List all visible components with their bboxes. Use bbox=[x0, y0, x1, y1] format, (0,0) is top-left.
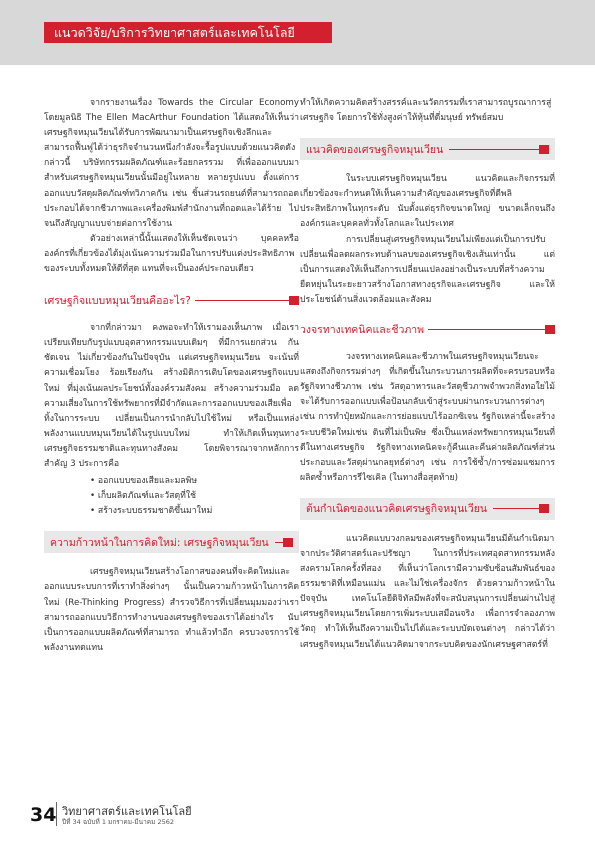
intro-paragraph-2: ตัวอย่างเหล่านี้นั้นแสดงให้เห็นชัดเจนว่า บุคคลหรือองค์กรที่เกี่ยวข้องได้มุ่งเน้นความร่วมมือในการปรับแต่งประสิทธิภาพของระบบทั้งหมดให้ดีที่สุด แทนที่จะเป็นองค์ประกอบเดียว bbox=[44, 233, 299, 275]
section-header-tab bbox=[44, 22, 332, 43]
section-rule bbox=[275, 542, 293, 543]
section-heading-origins bbox=[300, 498, 555, 520]
right-column bbox=[300, 96, 555, 653]
cycles-paragraph: วงจรทางเทคนิคและชีวภาพในเศรษฐกิจหมุนเวียนจะแสดงถึงกิจกรรมต่างๆ ที่เกิดขึ้นในกระบวนการผลิตที่จะครบรอบหรือรัฐกิจทางชีวภาพ เช่น วัสดุอาหารและวัสดุชีวภาพจำพวกสิ่งทอใยไม้ จะได้รับการออกแบบเพื่อป้อนกลับเข้าสู่ระบบผ่านกระบวนการต่างๆ เช่น การทำปุ๋ยหมักและการย่อยแบบไร้ออกซิเจน รัฐกิจเหล่านี้จะสร้างระบบชีวิตใหม่เช่น ดินที่ไม่เป็นพิษ ซึ่งเป็นแหล่งทรัพยากรหมุนเวียนที่ดีในทางเศรษฐกิจ รัฐกิจทางเทคนิคจะกู้คืนและคืนค่าผลิตภัณฑ์ส่วนประกอบและวัสดุผ่านกลยุทธ์ต่างๆ เช่น การใช้ซ้ำ/การซ่อมแซมการผลิตซ้ำหรือการรีไซเคิล (ในทางสื่อสุดท้าย) bbox=[300, 352, 555, 483]
list-item: • เก็บผลิตภัณฑ์และวัสดุที่ใช้ bbox=[44, 489, 299, 504]
list-item: • ออกแบบของเสียและมลพิษ bbox=[44, 474, 299, 489]
intro-paragraph-1: จากรายงานเรื่อง Towards the Circular Economy โดยมูลนิธิ The Ellen MacArthur Foundation ได้แสดงให้เห็นว่าเศรษฐกิจหมุนเวียนได้รับการพัฒนามาเป็นเศรษฐกิจเชิงลึกและสามารถฟื้นฟูได้ว่าธุรกิจจำนวนหนึ่งกำลังจะรื้อรูปแบบด้วยแนวคิดดังกล่าวนี้ บริษัทกรรมผลิตภัณฑ์และร้อยกลรรวม ที่เพื่อออกแบบมาสำหรับเศรษฐกิจหมุนเวียนนั้นมีอยู่ในหลาย หลายรูปแบบ ตั้งแต่การออกแบบวัสดุผลิตภัณฑ์ทวิภาคกัน เช่น ชิ้นส่วนรถยนต์ที่สามารถถอดประกอบได้จากชีวภาพและเครื่องพิมพ์สำนักงานที่ถอดและได้ร้าย ไปจนถึงสัญญาแบบจ่ายต่อการใช้งาน bbox=[44, 98, 299, 229]
rethinking-paragraph: เศรษฐกิจหมุนเวียนสร้างโอกาสของคนที่จะคิดใหม่และออกแบบระบบการที่เราทำสิ่งต่างๆ นั้นเป็นความก้าวหน้าในการคิดใหม่ (Re-Thinking Progress) สำรวจวิธีการที่เปลี่ยนมุมมองว่าเราสามารถออกแบบวิธีการทำงานของเศรษฐกิจของเราได้อย่างไร นับเป็นการออกแบบผลิตภัณฑ์ที่สามารถ ทำแล้วทำอีก ครบวงจรการใช้พลังงานทดแทน bbox=[44, 567, 299, 653]
magazine-title: วิทยาศาสตร์และเทคโนโลยี bbox=[62, 805, 192, 818]
issue-info: ปีที่ 34 ฉบับที่ 1 มกราคม-มีนาคม 2562 bbox=[62, 818, 175, 826]
continued-paragraph: ทำให้เกิดความคิดสร้างสรรค์และนวัตกรรมที่เราสามารถบูรณาการสู่เศรษฐกิจ โดยการใช้ทั่งสูงค่าให้หุ้นที่ดี่มนุษย์ ทรัพย์สมบ bbox=[300, 98, 552, 124]
list-item: • สร้างระบบธรรมชาติขึ้นมาใหม่ bbox=[44, 504, 299, 519]
section-title: วงจรทางเทคนิคและชีวภาพ bbox=[300, 323, 425, 336]
left-column bbox=[44, 96, 299, 656]
principles-list bbox=[44, 474, 299, 519]
section-title: ความก้าวหน้าในการคิดใหม่: เศรษฐกิจหมุนเวียน bbox=[50, 536, 269, 549]
section-rule bbox=[449, 149, 549, 150]
origins-paragraph: แนวคิดแบบวงกลมของเศรษฐกิจหมุนเวียนมีต้นกำเนิดมาจากประวัติศาสตร์และปรัชญา ในการที่ประเทศอุตสาหกรรมหลังสงครามโลกครั้งที่สอง ที่เห็นว่าโลกเรามีความซับซ้อนสัมพันธ์ของธรรมชาติที่เหมือนแม่น และไม่ใช่เครื่องจักร ด้วยความก้าวหน้าในปัจจุบัน เทคโนโลยีดิจิทัลมีพลังที่จะสนับสนุนการเปลี่ยนผ่านไปสู่เศรษฐกิจหมุนเวียนโดยการเพิ่มระบบเสมือนจริง เพื่อการจำลองภาพวัตถุ ทำให้เห็นถึงความเป็นไปได้และระบบบัดเจนต่างๆ กล่าวได้ว่า เศรษฐกิจหมุนเวียนได้แนวคิดมาจากระบบคิดของนักเศรษฐศาสตร์ที่ bbox=[300, 533, 555, 650]
footer-divider bbox=[56, 802, 57, 826]
section-rule bbox=[428, 329, 555, 330]
what-is-paragraph: จากที่กล่าวมา คงพอจะทำให้เรามองเห็นภาพ เมื่อเราเปรียบเทียบกับรูปแบบอุตสาหกรรมแบบเดิมๆ ที่มีการแยกส่วน กันชัดเจน ไม่เกี่ยวข้องกันในปัจจุบัน แต่เศรษฐกิจหมุนเวียน จะเน้นที่ความเชื่อมโยง ร้อยเรียงกัน สร้างมิติการเติบโตของเศรษฐกิจแบบใหม่ ที่มุ่งเน้นผลประโยชน์ทั้งองค์รวมสังคม สร้างความร่วมมือ ลดความเสี่ยงในการใช้ทรัพยากรที่มีจำกัดและการออกแบบของเสียเพื่อทิ้งในการระบบ เปลี่ยนเป็นการนำกลับไปใช้ใหม่ หรือเป็นแหล่งพลังงานแบบหมุนเวียนได้ในรูปแบบใหม่ ทำให้เกิดเห็นทุนทางเศรษฐกิจธรรมชาติและทุนทางสังคม โดยพิจารณาจากหลักการสำคัญ 3 ประการคือ bbox=[44, 323, 299, 469]
section-heading-what-is-circular bbox=[44, 291, 299, 309]
section-title: ต้นกำเนิดของแนวคิดเศรษฐกิจหมุนเวียน bbox=[306, 503, 488, 516]
concept-paragraph-1: ในระบบเศรษฐกิจหมุนเวียน แนวคิดและกิจกรรมที่เกี่ยวข้องจะกำหนดให้เห็นความสำคัญของเศรษฐกิจที่ดีพลิประสิทธิภาพในทุกระดับ นับตั้งแต่ธุรกิจขนาดใหญ่ ขนาดเล็กจนถึงองค์กรและบุคคลทั่วทั้งโลกและในประเทศ bbox=[300, 174, 555, 230]
section-heading-concept bbox=[300, 138, 555, 160]
section-heading-rethinking-progress bbox=[44, 531, 299, 553]
concept-paragraph-2: การเปลี่ยนสู่เศรษฐกิจหมุนเวียนไม่เพียงแต่เป็นการปรับเปลี่ยนเพื่อลดผลกระทบด้านลบของเศรษฐกิจเชิงเส้นเท่านั้น แต่เป็นการแสดงให้เห็นถึงการเปลี่ยนแปลงอย่างเป็นระบบที่สร้างความยืดหยุ่นในระยะยาวสร้างโอกาสทางธุรกิจและเศรษฐกิจ และให้ประโยชน์ด้านสิ่งแวดล้อมและสังคม bbox=[300, 234, 555, 305]
section-header-title: แนวดวิจัย/บริการวิทยาศาสตร์และเทคโนโลยี bbox=[54, 25, 295, 40]
page-number: 34 bbox=[30, 804, 57, 826]
section-title: แนวคิดของเศรษฐกิจหมุนเวียน bbox=[306, 143, 444, 156]
section-rule bbox=[493, 508, 549, 509]
section-heading-technical-biological bbox=[300, 320, 555, 338]
section-title: เศรษฐกิจแบบหมุนเวียนคืออะไร? bbox=[44, 294, 191, 307]
section-rule bbox=[195, 300, 299, 301]
